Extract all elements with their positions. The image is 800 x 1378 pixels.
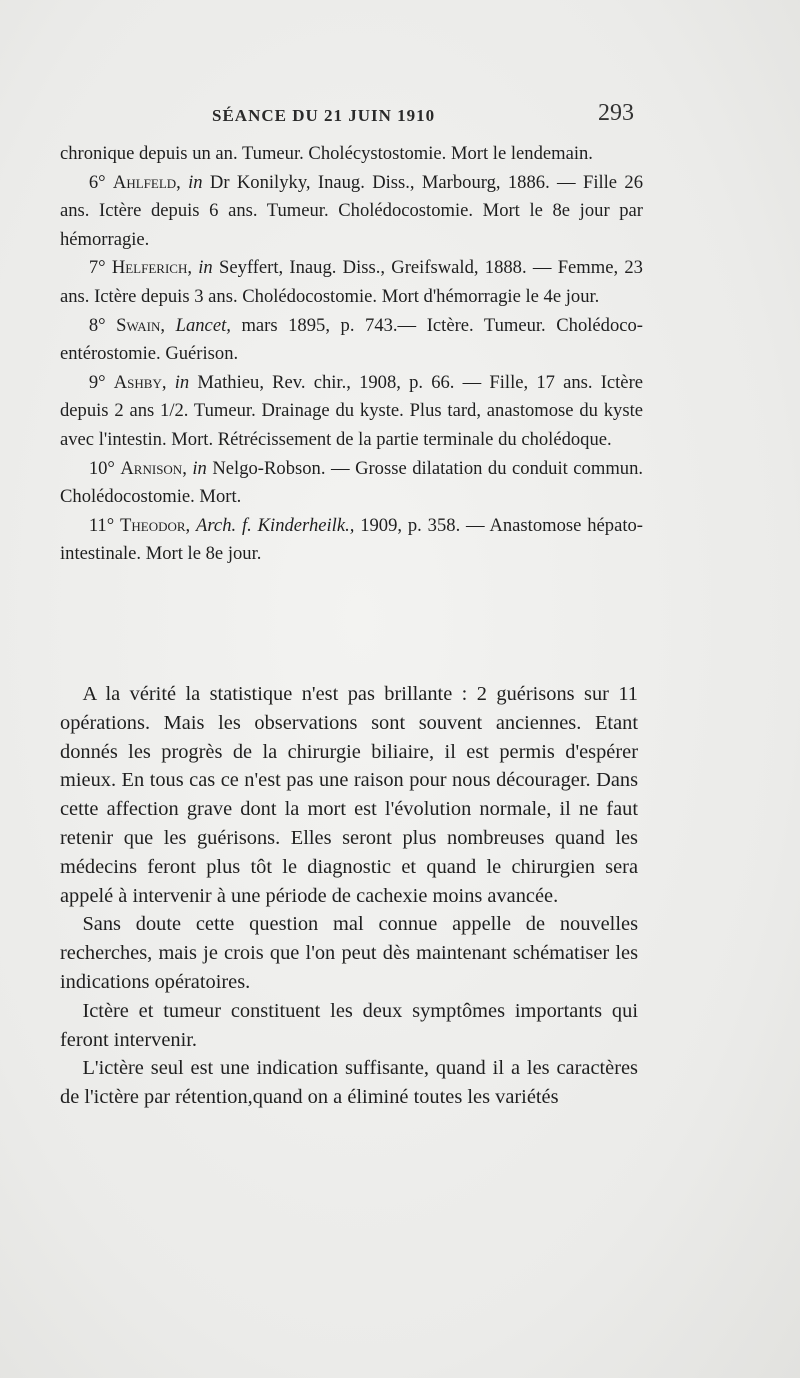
page-header: [0, 100, 800, 136]
body-paragraph-2: Sans doute cette question mal connue appelle de nouvelles recherches, mais je crois que l'on peut dès maintenant schématiser les indications opératoires.: [60, 913, 638, 993]
case-list: [60, 140, 643, 569]
case-item-6: 6° Ahlfeld, in Dr Konilyky, Inaug. Diss., Marbourg, 1886. — Fille 26 ans. Ictère depuis 6 ans. Tumeur. Cholédocostomie. Mort le 8e jour par hémorragie.: [60, 171, 643, 250]
running-title: SÉANCE DU 21 JUIN 1910: [212, 106, 436, 125]
main-text: [60, 680, 638, 1112]
case-item-7: 7° Helferich, in Seyffert, Inaug. Diss., Greifswald, 1888. — Femme, 23 ans. Ictère depuis 3 ans. Cholédocostomie. Mort d'hémorragie le 4e jour.: [60, 257, 643, 307]
case-item-10: 10° Arnison, in Nelgo-Robson. — Grosse dilatation du conduit commun. Cholédocostomie. Mort.: [60, 457, 644, 508]
body-paragraph-4: L'ictère seul est une indication suffisante, quand il a les caractères de l'ictère par rétention,quand on a éliminé toutes les variétés: [60, 1057, 638, 1109]
body-paragraph-1: A la vérité la statistique n'est pas brillante : 2 guérisons sur 11 opérations. Mais les observations sont souvent anciennes. Etant donnés les progrès de la chirurgie biliaire, il est permis d'espérer mieux. En tous cas ce n'est pas une raison pour nous décourager. Dans cette affection grave dont la mort est l'évolution normale, il ne faut retenir que les guérisons. Elles seront plus nombreuses quand les médecins feront plus tôt le diagnostic et quand le chirurgien sera appelé à intervenir à une période de cachexie moins avancée.: [60, 683, 638, 907]
case-item-9: 9° Ashby, in Mathieu, Rev. chir., 1908, p. 66. — Fille, 17 ans. Ictère depuis 2 ans 1/2. Tumeur. Drainage du kyste. Plus tard, anastomose du kyste avec l'intestin. Mort. Rétrécissement de la partie terminale du cholédoque.: [60, 371, 644, 450]
case-item-8: 8° Swain, Lancet, mars 1895, p. 743.— Ictère. Tumeur. Cholédoco-entérostomie. Guérison.: [60, 314, 644, 365]
case-item-11: 11° Theodor, Arch. f. Kinderheilk., 1909, p. 358. — Anastomose hépato-intestinale. Mort le 8e jour.: [60, 514, 643, 565]
page-number: 293: [598, 100, 634, 126]
case-continuation: chronique depuis un an. Tumeur. Cholécystostomie. Mort le lendemain.: [60, 143, 593, 164]
body-paragraph-3: Ictère et tumeur constituent les deux symptômes importants qui feront intervenir.: [60, 999, 638, 1051]
